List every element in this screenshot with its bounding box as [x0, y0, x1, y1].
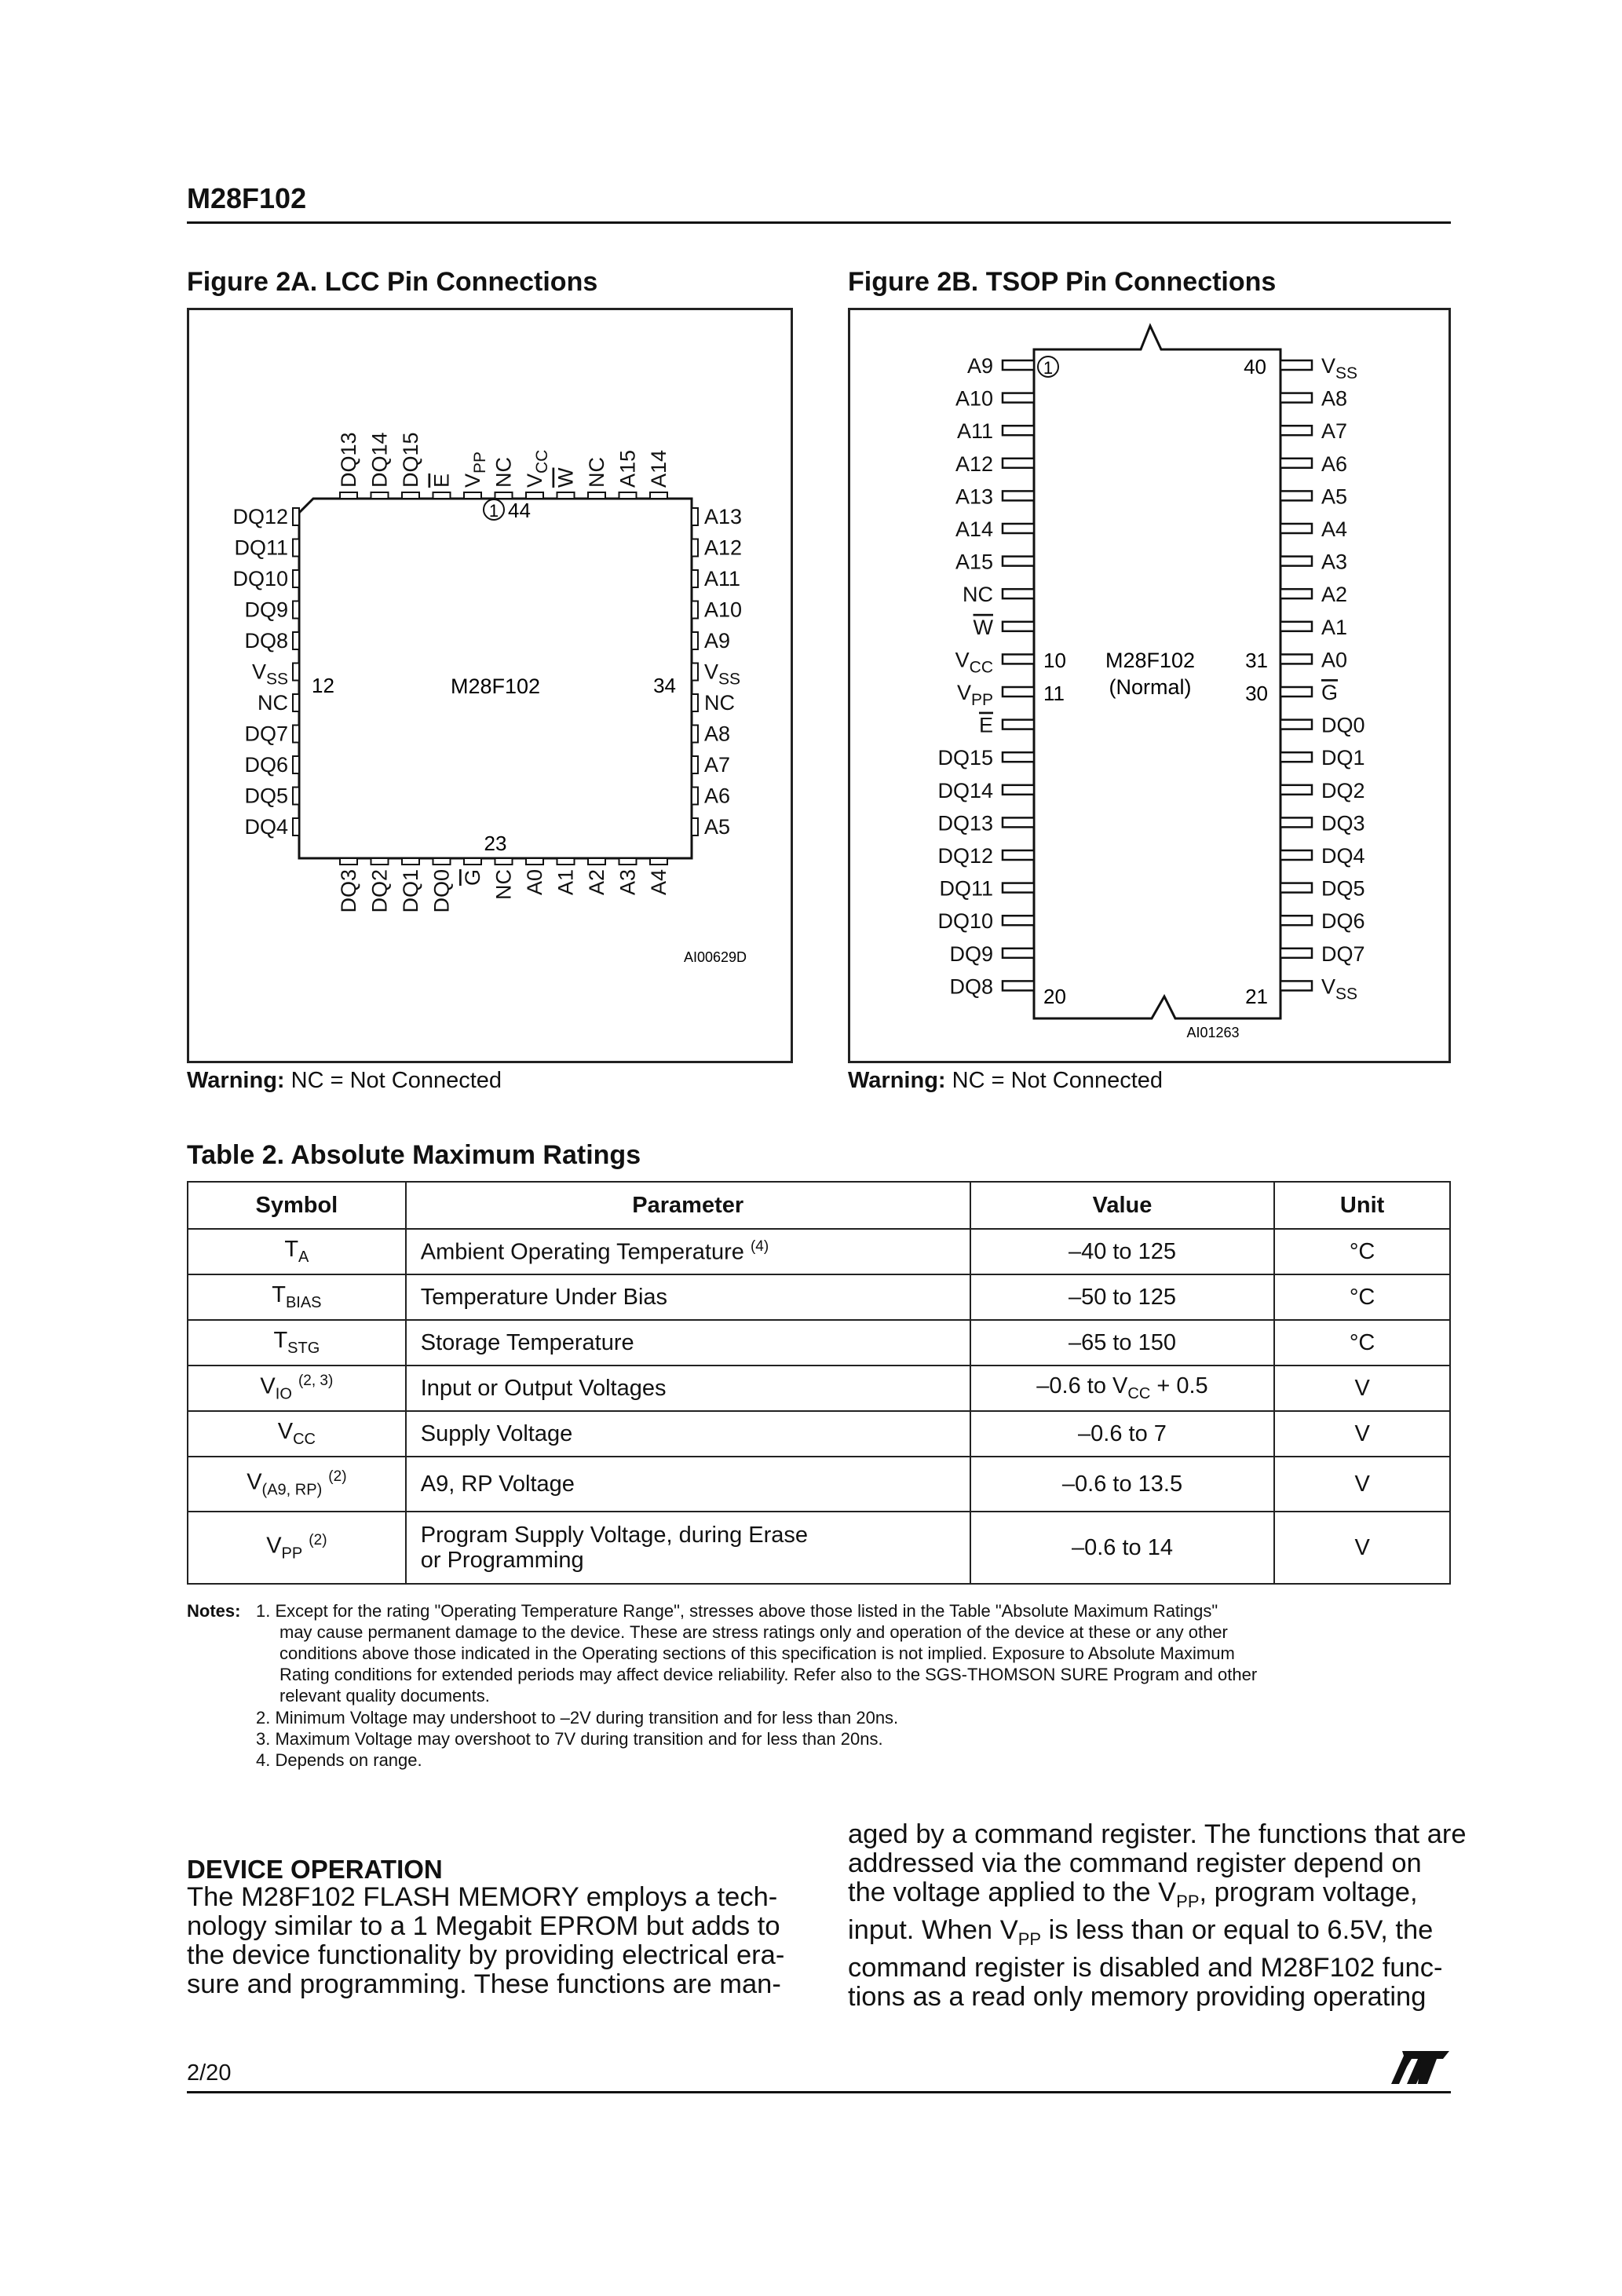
pin-lead	[1003, 589, 1034, 598]
pin-label: $V_{SS}$	[251, 660, 288, 689]
pin-pad	[402, 492, 419, 499]
pin-lead	[1280, 589, 1312, 598]
pin-label: A8	[704, 722, 731, 746]
pin-lead	[1003, 883, 1034, 893]
pin-label: DQ1	[1321, 746, 1365, 770]
pin-lead	[1003, 785, 1034, 795]
document-header-title: M28F102	[187, 182, 307, 214]
pin-label: A4	[647, 869, 670, 896]
table-row	[188, 1320, 1450, 1366]
header-rule	[187, 221, 1451, 224]
pin-label: DQ6	[1321, 909, 1365, 934]
pin-label: A9	[704, 629, 731, 653]
pin-pad	[293, 570, 299, 587]
pin-lead	[1280, 752, 1312, 762]
pin-label: DQ4	[244, 815, 288, 839]
table-row	[188, 1366, 1450, 1411]
warning-text: NC = Not Connected	[952, 1068, 1164, 1093]
pin-label: A15	[616, 449, 640, 488]
page-number: 2/20	[187, 2060, 232, 2086]
pin-pad	[692, 570, 698, 587]
pin-lead	[1280, 459, 1312, 468]
pin-lead	[1280, 817, 1312, 827]
pin-lead	[1003, 817, 1034, 827]
pin-label: A1	[553, 869, 578, 896]
pin-label: DQ2	[1321, 778, 1365, 803]
pin-label: DQ10	[937, 909, 993, 934]
pin-pad	[692, 508, 698, 525]
device-operation-heading: DEVICE OPERATION	[187, 1855, 443, 1884]
pin-pad	[293, 632, 299, 649]
pin-pad	[433, 492, 451, 499]
pin-label: A10	[955, 386, 993, 411]
pin-label: G	[461, 869, 484, 887]
pin-label: $V_{SS}$	[1321, 974, 1358, 1004]
pin-pad	[293, 601, 299, 619]
pin-label: NC	[258, 691, 288, 715]
pin-pad	[526, 858, 543, 865]
pin-label: A5	[704, 815, 731, 839]
pin-label: G	[1321, 681, 1339, 704]
pin-lead	[1280, 622, 1312, 631]
value-cell: –0.6 to 14	[970, 1512, 1274, 1584]
unit-cell: °C	[1274, 1229, 1450, 1274]
pin-label: DQ15	[937, 746, 993, 770]
footer-rule	[187, 2091, 1451, 2093]
pin-lead	[1280, 393, 1312, 403]
pin-label: A0	[1321, 648, 1348, 672]
pin-pad	[588, 492, 605, 499]
pin-label: DQ12	[937, 844, 993, 868]
pin-1-number: 1	[1043, 358, 1054, 378]
notes-label: Notes:	[187, 1601, 241, 1621]
pin-12-number: 12	[312, 674, 334, 697]
pin-label: A12	[955, 452, 993, 476]
parameter-cell: Program Supply Voltage, during Erase or Programming	[406, 1512, 970, 1584]
device-operation-right-column: aged by a command register. The functions that are addressed via the command register depend on the voltage applied to the $V_{PP}$, program voltage, input. When $V_{PP}$ is less than or equal to 6.5V, the command register is disabled and M28F102 func- tions as a read only memory providing operating	[848, 1819, 1467, 2012]
pin-lead	[1003, 687, 1034, 696]
pin-pad	[293, 788, 299, 805]
pin-label: $V_{CC}$	[523, 449, 551, 488]
pin-label: A4	[1321, 517, 1348, 541]
pin-label: DQ13	[937, 811, 993, 835]
pin-lead	[1280, 981, 1312, 990]
parameter-cell: Supply Voltage	[406, 1411, 970, 1457]
pin-lead	[1280, 949, 1312, 958]
pin-pad	[692, 726, 698, 743]
pin-label: DQ5	[1321, 876, 1365, 901]
device-operation-left-column: The M28F102 FLASH MEMORY employs a tech- nology similar to a 1 Megabit EPROM but adds to the device functionality by providing electrical era- sure and programming. These functions are man-	[187, 1882, 785, 1999]
pin-label: A9	[966, 354, 993, 378]
parameter-cell: Ambient Operating Temperature $^{(4)}$	[406, 1229, 970, 1274]
pin-pad	[371, 858, 389, 865]
pin-label: A10	[704, 598, 743, 622]
figure-code: AI01263	[1186, 1025, 1240, 1040]
pin-lead	[1280, 850, 1312, 860]
pin-44-number: 44	[508, 499, 531, 522]
pin-lead	[1003, 850, 1034, 860]
table-header-row	[188, 1182, 1450, 1229]
pin-23-number: 23	[484, 832, 507, 855]
pin-pad	[650, 858, 667, 865]
pin-pad	[402, 858, 419, 865]
pin-label: W	[553, 467, 578, 488]
unit-cell: °C	[1274, 1320, 1450, 1366]
header-symbol: Symbol	[188, 1182, 406, 1229]
pin-pad	[293, 694, 299, 711]
pin-pad	[692, 788, 698, 805]
pin-pad	[293, 508, 299, 525]
pin-label: W	[973, 615, 993, 639]
pin-lead	[1280, 916, 1312, 925]
pin-label: A13	[955, 484, 993, 509]
pin-label: DQ6	[244, 753, 288, 777]
pin-lead	[1280, 426, 1312, 435]
pin-label: DQ14	[367, 432, 392, 488]
pin-pad	[293, 664, 299, 681]
pin-lead	[1003, 720, 1034, 729]
pin-lead	[1280, 687, 1312, 696]
pin-label: $V_{PP}$	[461, 451, 489, 488]
pin-pad	[692, 601, 698, 619]
pin-label: DQ1	[399, 869, 422, 913]
pin-label: DQ0	[429, 869, 454, 913]
figure-2b-frame	[848, 308, 1451, 1063]
pin-label: A11	[704, 567, 741, 590]
symbol-cell: $T_{STG}$	[188, 1320, 406, 1366]
pin-40-number: 40	[1244, 355, 1266, 378]
note-item: 1. Except for the rating "Operating Temperature Range", stresses above those listed in the Table "Absolute Maximum Ratings" may cause permanent damage to the device. These are stress ratings only and operation of the device at these or any other conditions above those indicated in the Operating sections of this specification is not implied. Exposure to Absolute Maximum Rating conditions for extended periods may affect device reliability. Refer also to the SGS-THOMSON SURE Program and other relevant quality documents.	[256, 1601, 1258, 1706]
pin-label: A1	[1321, 615, 1348, 639]
tsop-package-outline	[1034, 326, 1280, 1018]
pin-lead	[1003, 557, 1034, 566]
pin-pad	[293, 726, 299, 743]
note-item: 2. Minimum Voltage may undershoot to –2V during transition and for less than 20ns.	[256, 1708, 899, 1727]
pin-label: A2	[585, 869, 608, 896]
unit-cell: V	[1274, 1411, 1450, 1457]
table-row	[188, 1229, 1450, 1274]
pin-label: A13	[704, 505, 743, 528]
unit-cell: V	[1274, 1457, 1450, 1512]
pin-label: DQ8	[949, 974, 993, 999]
pin-label: NC	[963, 583, 993, 607]
pin-pad	[692, 539, 698, 557]
pin-label: DQ15	[399, 432, 422, 488]
table-row	[188, 1274, 1450, 1320]
warning-text: NC = Not Connected	[290, 1068, 502, 1093]
pin-label: A14	[647, 449, 670, 488]
pin-lead	[1003, 426, 1034, 435]
note-item: 4. Depends on range.	[256, 1750, 422, 1770]
pin-pad	[650, 492, 667, 499]
pin-pad	[340, 492, 357, 499]
pin-label: A7	[1321, 419, 1348, 444]
pin-31-number: 31	[1245, 649, 1268, 672]
pin-pad	[692, 756, 698, 773]
pin-lead	[1003, 524, 1034, 533]
pin-lead	[1280, 491, 1312, 500]
pin-11-number: 11	[1043, 682, 1065, 705]
pin-pad	[340, 858, 357, 865]
value-cell: –50 to 125	[970, 1274, 1274, 1320]
pin-label: A3	[1321, 550, 1348, 574]
value-cell: –0.6 to $V_{CC} + 0.5$	[970, 1366, 1274, 1411]
chip-label: M28F102	[450, 675, 541, 698]
parameter-cell: Input or Output Voltages	[406, 1366, 970, 1411]
pin-20-number: 20	[1043, 985, 1066, 1008]
pin-lead	[1280, 720, 1312, 729]
pin-lead	[1003, 393, 1034, 403]
pin-label: A3	[616, 869, 640, 896]
pin-label: DQ7	[244, 722, 288, 746]
value-cell: –40 to 125	[970, 1229, 1274, 1274]
symbol-cell: $T_A$	[188, 1229, 406, 1274]
pin-pad	[495, 858, 513, 865]
pin-lead	[1003, 916, 1034, 925]
table-row	[188, 1457, 1450, 1512]
pin-label: E	[978, 713, 993, 737]
pin-pad	[464, 858, 481, 865]
pin-pad	[495, 492, 513, 499]
pin-pad	[371, 492, 389, 499]
pin-label: DQ13	[337, 432, 360, 488]
table-2-title: Table 2. Absolute Maximum Ratings	[187, 1140, 641, 1170]
pin-pad	[692, 694, 698, 711]
header-value: Value	[970, 1182, 1274, 1229]
header-parameter: Parameter	[406, 1182, 970, 1229]
pin-lead	[1003, 360, 1034, 370]
unit-cell: °C	[1274, 1274, 1450, 1320]
pin-label: DQ11	[234, 536, 288, 560]
pin-label: DQ8	[244, 629, 288, 653]
pin-label: A6	[1321, 452, 1348, 476]
pin-label: DQ10	[232, 567, 288, 590]
pin-lead	[1280, 557, 1312, 566]
parameter-cell: Storage Temperature	[406, 1320, 970, 1366]
pin-pad	[692, 664, 698, 681]
pin-label: NC	[491, 457, 516, 488]
pin-label: DQ12	[232, 505, 288, 528]
pin-label: A2	[1321, 583, 1348, 607]
pin-21-number: 21	[1245, 985, 1268, 1008]
pin-pad	[619, 492, 637, 499]
pin-label: DQ2	[367, 869, 392, 913]
symbol-cell: $V_{(A9, RP)}$ $^{(2)}$	[188, 1457, 406, 1512]
pin-lead	[1280, 785, 1312, 795]
pin-pad	[293, 539, 299, 557]
pin-lead	[1003, 752, 1034, 762]
value-cell: –0.6 to 13.5	[970, 1457, 1274, 1512]
value-cell: –0.6 to 7	[970, 1411, 1274, 1457]
pin-label: A14	[955, 517, 993, 541]
pin-label: DQ3	[337, 869, 360, 913]
warning-label: Warning:	[187, 1068, 285, 1093]
pin-label: DQ4	[1321, 844, 1365, 868]
parameter-cell: A9, RP Voltage	[406, 1457, 970, 1512]
note-item: 3. Maximum Voltage may overshoot to 7V during transition and for less than 20ns.	[256, 1729, 883, 1749]
pin-label: DQ14	[937, 778, 993, 803]
parameter-cell: Temperature Under Bias	[406, 1274, 970, 1320]
symbol-cell: $V_{PP}$ $^{(2)}$	[188, 1512, 406, 1584]
value-cell: –65 to 150	[970, 1320, 1274, 1366]
pin-label: A7	[704, 753, 731, 777]
pin-1-number: 1	[488, 501, 499, 521]
pin-label: NC	[491, 869, 516, 900]
pin-label: DQ0	[1321, 713, 1365, 737]
pin-pad	[557, 492, 575, 499]
pin-pad	[557, 858, 575, 865]
pin-label: DQ9	[244, 598, 288, 622]
chip-label: M28F102	[1105, 649, 1196, 672]
pin-label: A8	[1321, 386, 1348, 411]
pin-label: DQ5	[244, 784, 288, 808]
pin-pad	[692, 632, 698, 649]
pin-label: E	[429, 473, 454, 488]
pin-lead	[1003, 459, 1034, 468]
figure-2b-title: Figure 2B. TSOP Pin Connections	[848, 267, 1277, 297]
pin-lead	[1003, 981, 1034, 990]
pin-30-number: 30	[1245, 682, 1268, 705]
warning-label: Warning:	[848, 1068, 946, 1093]
pin-pad	[293, 756, 299, 773]
absolute-maximum-ratings-table	[187, 1181, 1451, 1585]
pin-pad	[293, 818, 299, 835]
figure-2a-frame	[187, 308, 793, 1063]
pin-10-number: 10	[1043, 649, 1066, 672]
pin-pad	[433, 858, 451, 865]
pin-lead	[1280, 524, 1312, 533]
symbol-cell: $T_{BIAS}$	[188, 1274, 406, 1320]
pin-pad	[619, 858, 637, 865]
pin-lead	[1280, 654, 1312, 664]
pin-label: A11	[956, 419, 993, 444]
pin-label: DQ11	[939, 876, 993, 901]
pin-pad	[588, 858, 605, 865]
st-logo-icon	[1391, 2048, 1451, 2087]
table-row	[188, 1411, 1450, 1457]
tsop-pin-diagram	[850, 310, 1448, 1061]
pin-label: NC	[585, 457, 608, 488]
pin-label: A5	[1321, 484, 1348, 509]
symbol-cell: $V_{IO}$ $^{(2, 3)}$	[188, 1366, 406, 1411]
pin-lead	[1003, 949, 1034, 958]
pin-label: $V_{PP}$	[956, 681, 993, 709]
symbol-cell: $V_{CC}$	[188, 1411, 406, 1457]
pin-label: A15	[955, 550, 993, 574]
pin-label: A12	[704, 536, 743, 560]
pin-label: DQ3	[1321, 811, 1365, 835]
pin-lead	[1003, 622, 1034, 631]
pin-pad	[526, 492, 543, 499]
unit-cell: V	[1274, 1366, 1450, 1411]
table-row	[188, 1512, 1450, 1584]
lcc-pin-diagram	[189, 310, 791, 1061]
pin-label: DQ7	[1321, 941, 1365, 966]
pin-lead	[1280, 883, 1312, 893]
pin-lead	[1280, 360, 1312, 370]
pin-label: A0	[523, 869, 546, 896]
figure-code: AI00629D	[683, 949, 747, 965]
pin-lead	[1003, 654, 1034, 664]
pin-label: NC	[704, 691, 735, 715]
pin-pad	[464, 492, 481, 499]
pin-label: DQ9	[949, 941, 993, 966]
header-unit: Unit	[1274, 1182, 1450, 1229]
pin-label: $V_{SS}$	[1321, 354, 1358, 382]
pin-label: A6	[704, 784, 731, 808]
pin-lead	[1003, 491, 1034, 500]
pin-label: $V_{CC}$	[955, 648, 993, 677]
figure-2b-warning	[848, 1068, 1163, 1094]
pin-34-number: 34	[653, 674, 676, 697]
pin-pad	[692, 818, 698, 835]
figure-2a-title: Figure 2A. LCC Pin Connections	[187, 267, 598, 297]
pin-label: $V_{SS}$	[704, 660, 741, 689]
chip-sublabel: (Normal)	[1109, 675, 1192, 699]
unit-cell: V	[1274, 1512, 1450, 1584]
figure-2a-warning	[187, 1068, 502, 1094]
